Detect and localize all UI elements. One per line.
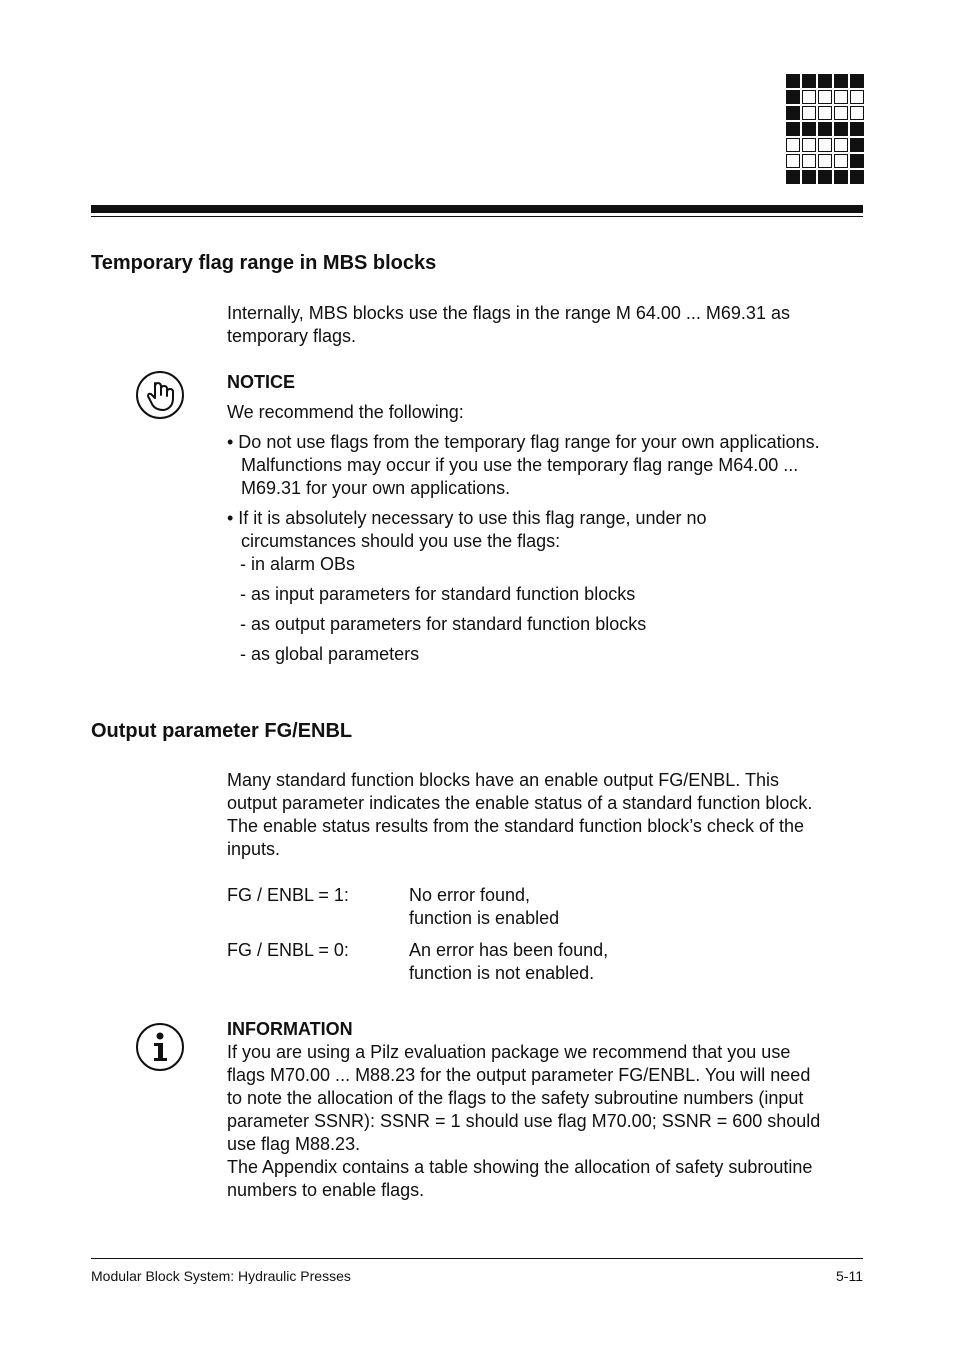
definition-label: FG / ENBL = 1:: [227, 885, 349, 905]
notice-subitem: - in alarm OBs: [240, 554, 356, 574]
company-logo: [786, 74, 864, 184]
definition-value: function is enabled: [409, 908, 560, 928]
notice-subitem: - as input parameters for standard function blocks: [240, 584, 636, 604]
information-line: to note the allocation of the flags to the safety subroutine numbers (input: [227, 1088, 804, 1108]
paragraph-line: output parameter indicates the enable status of a standard function block.: [227, 793, 813, 813]
footer-rule: [91, 1258, 863, 1259]
information-title: INFORMATION: [227, 1019, 353, 1039]
notice-subitem: - as output parameters for standard function blocks: [240, 614, 647, 634]
footer-title: Modular Block System: Hydraulic Presses: [91, 1268, 351, 1284]
information-line: numbers to enable flags.: [227, 1180, 425, 1200]
notice-lead: We recommend the following:: [227, 402, 464, 422]
paragraph-line: The enable status results from the standard function block’s check of the: [227, 816, 804, 836]
definition-value: No error found,: [409, 885, 531, 905]
intro-line-2: temporary flags.: [227, 326, 357, 346]
notice-subitem: - as global parameters: [240, 644, 420, 664]
information-line: parameter SSNR): SSNR = 1 should use flag M70.00; SSNR = 600 should: [227, 1111, 821, 1131]
intro-line-1: Internally, MBS blocks use the flags in the range M 64.00 ... M69.31 as: [227, 303, 790, 323]
definition-value: function is not enabled.: [409, 963, 595, 983]
section-heading-temporary-flags: Temporary flag range in MBS blocks: [91, 252, 437, 274]
notice-title: NOTICE: [227, 372, 296, 392]
info-icon: [135, 1022, 185, 1072]
section-heading-output-parameter: Output parameter FG/ENBL: [91, 720, 353, 742]
notice-bullet-2-line-1: • If it is absolutely necessary to use this flag range, under no: [227, 508, 707, 528]
hand-pointer-icon: [135, 370, 185, 420]
notice-bullet-1-line-1: • Do not use flags from the temporary flag range for your own applications.: [227, 432, 820, 452]
information-line: flags M70.00 ... M88.23 for the output parameter FG/ENBL. You will need: [227, 1065, 811, 1085]
information-line: use flag M88.23.: [227, 1134, 361, 1154]
notice-bullet-2-line-2: circumstances should you use the flags:: [241, 531, 561, 551]
information-line: The Appendix contains a table showing the allocation of safety subroutine: [227, 1157, 813, 1177]
notice-bullet-2: [227, 507, 867, 553]
paragraph-line: inputs.: [227, 839, 281, 859]
header-rule-thick: [91, 205, 863, 213]
paragraph-line: Many standard function blocks have an enable output FG/ENBL. This: [227, 770, 779, 790]
notice-bullet-1-line-2: Malfunctions may occur if you use the temporary flag range M64.00 ...: [241, 455, 799, 475]
notice-bullet-1-line-3: M69.31 for your own applications.: [241, 478, 511, 498]
page-number: 5-11: [836, 1268, 863, 1284]
notice-bullet-1: [227, 431, 867, 500]
header-rule-thin: [91, 216, 863, 217]
definition-label: FG / ENBL = 0:: [227, 940, 349, 960]
definition-value: An error has been found,: [409, 940, 609, 960]
information-line: If you are using a Pilz evaluation package we recommend that you use: [227, 1042, 791, 1062]
